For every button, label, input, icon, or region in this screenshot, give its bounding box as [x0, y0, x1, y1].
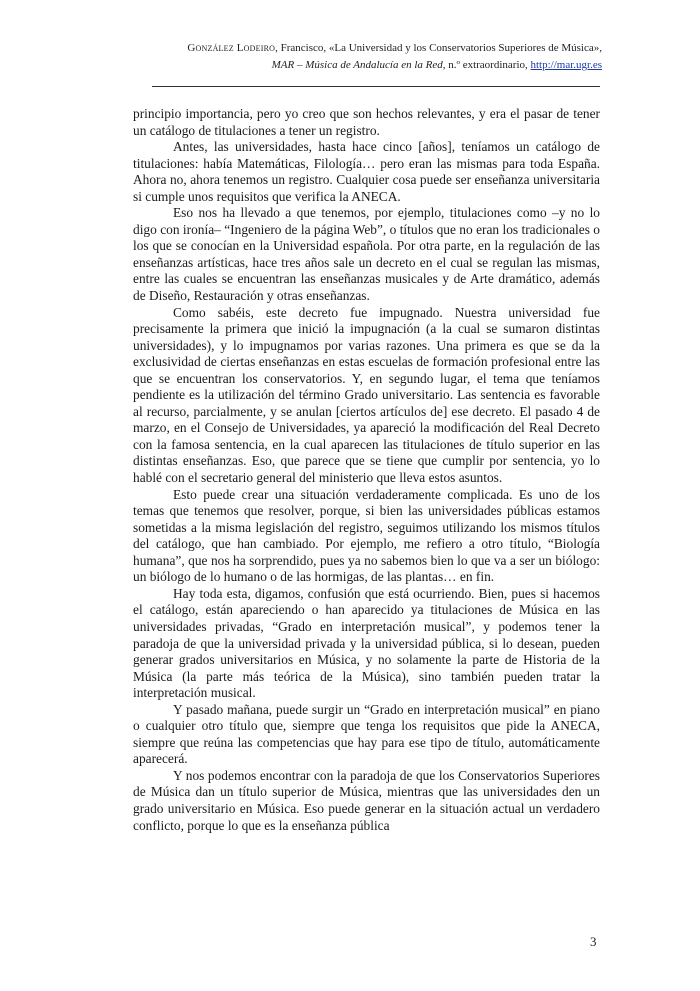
running-header	[132, 40, 602, 74]
paragraph: Y pasado mañana, puede surgir un “Grado en interpretación musical” en piano o cualquier otro título que, siempre que tenga los requisitos que pide la ANECA, siempre que reúna las competencias que hay para ese tipo de título, automáticamente aparecerá.	[133, 701, 600, 767]
header-journal: MAR – Música de Andalucía en la Red	[271, 59, 443, 71]
paragraph: principio importancia, pero yo creo que son hechos relevantes, y era el pasar de tener un catálogo de titulaciones a tener un registro.	[133, 106, 600, 138]
paragraph: Antes, las universidades, hasta hace cinco [años], teníamos un catálogo de titulaciones: había Matemáticas, Filología… pero eran las mismas para toda España. Ahora no, ahora tenemos un registro. Cualquier cosa puede ser enseñanza universitaria si cumple unos requisitos que verifica la ANECA.	[133, 139, 600, 204]
header-url-link[interactable]: http://mar.ugr.es	[530, 59, 602, 71]
body-text	[133, 106, 600, 834]
header-issue: , n.º extraordinario,	[442, 59, 531, 71]
paragraph: Como sabéis, este decreto fue impugnado. Nuestra universidad fue precisamente la primera que inició la impugnación (a la cual se sumaron distintas universidades), y lo impugnamos por varias razones. Una primera es que se da la exclusividad de ciertas enseñanzas en estas escuelas de formación profesional entre las que se encuentran los conservatorios. Y, en segundo lugar, el tema que teníamos pendiente es la utilización del término Grado universitario. Las sentencia es favorable al recurso, parcialmente, y se anulan [ciertos artículos de] ese decreto. El pasado 4 de marzo, en el Consejo de Universidades, ya apareció la modificación del Real Decreto con la famosa sentencia, en la cual aparecen las titulaciones de título superior en las distintas enseñanzas. Eso, que parece que se tiene que cumplir por sentencia, yo lo hablé con el secretario general del ministerio que lleva estos asuntos.	[133, 304, 600, 486]
paragraph: Eso nos ha llevado a que tenemos, por ejemplo, titulaciones como –y no lo digo con ironía– “Ingeniero de la página Web”, o títulos que no eran los tradicionales o los que se conocían en la Universidad española. Por otra parte, en la regulación de las enseñanzas artísticas, hace tres años sale un decreto en el cual se regulan las mismas, entre las cuales se encuentran las enseñanzas musicales y de Arte dramático, además de Diseño, Restauración y otras enseñanzas.	[133, 205, 600, 304]
header-citation: , Francisco, «La Universidad y los Conservatorios Superiores de Música»,	[275, 42, 602, 54]
header-author: González Lodeiro	[187, 42, 276, 54]
page-number: 3	[590, 934, 597, 949]
paragraph: Y nos podemos encontrar con la paradoja de que los Conservatorios Superiores de Música dan un título superior de Música, mientras que las universidades den un grado universitario en Música. Eso puede generar en la situación actual un verdadero conflicto, porque lo que es la enseñanza pública	[133, 767, 600, 833]
paragraph: Esto puede crear una situación verdaderamente complicada. Es uno de los temas que tenemos que resolver, porque, si bien las universidades públicas estamos sometidas a la misma legislación del registro, seguimos utilizando los mismos títulos del catálogo, que han cambiado. Por ejemplo, me refiero a otro título, “Biología humana”, que nos ha sorprendido, pues ya no sabemos bien lo que va a ser un biólogo: un biólogo de lo humano o de las hormigas, de las plantas… en fin.	[133, 486, 600, 585]
header-divider	[152, 86, 600, 87]
paragraph: Hay toda esta, digamos, confusión que está ocurriendo. Bien, pues si hacemos el catálogo, están apareciendo o han aparecido ya titulaciones de Música en las universidades privadas, “Grado en interpretación musical”, y podemos tener la paradoja de que la universidad privada y la universidad pública, si lo desean, pueden generar grados universitarios en Música, y no solamente la parte de Historia de la Música (la parte más teórica de la Música), sino también pueden tratar la interpretación musical.	[133, 585, 600, 701]
header-citation-line	[132, 40, 602, 57]
header-journal-line	[132, 57, 602, 74]
